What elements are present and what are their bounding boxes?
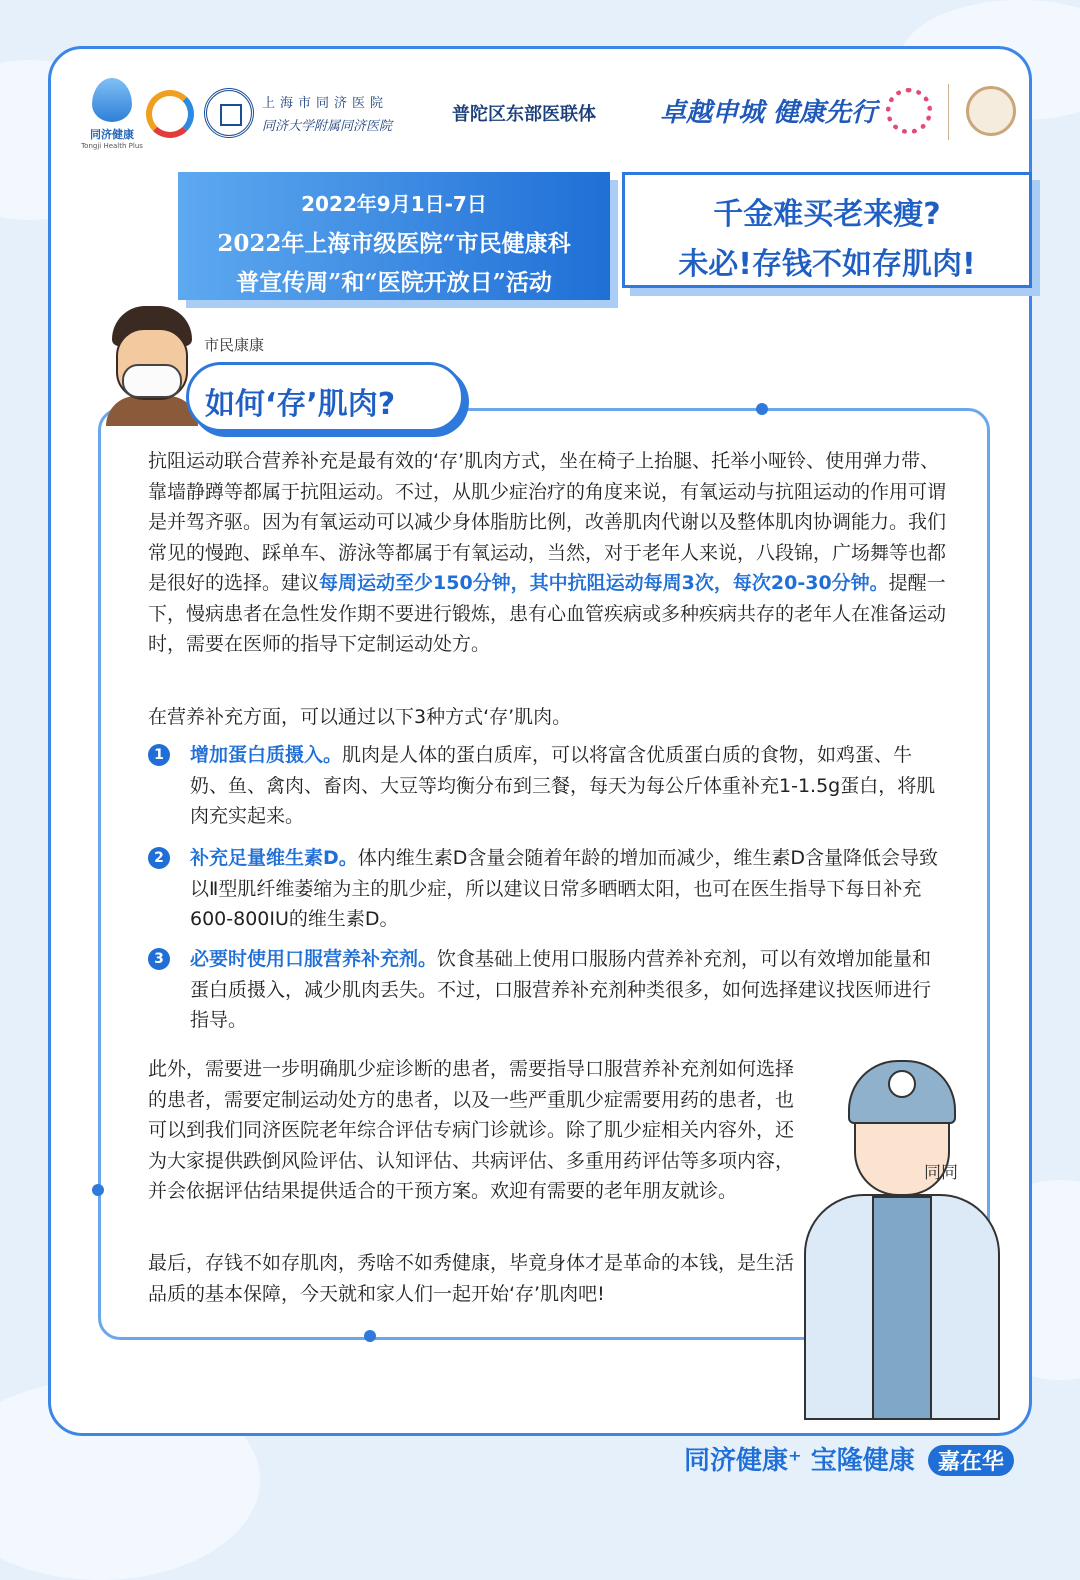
footer-brand-baolong: 宝隆健康 [810, 1446, 915, 1476]
headline-line1: 千金难买老来瘦? [713, 197, 941, 232]
footer-brands [684, 1440, 1014, 1477]
headline-line2: 未必!存钱不如存肌肉! [678, 247, 976, 282]
list-item-highlight: 必要时使用口服营养补充剂。 [190, 948, 438, 970]
list-item-highlight: 补充足量维生素D。 [190, 847, 358, 869]
logo-row [80, 78, 1010, 168]
list-item [148, 843, 948, 935]
paragraph-exercise [148, 446, 948, 660]
decor-dot [756, 403, 768, 415]
tongji-health-name: 同济健康 [90, 128, 134, 141]
hospital-name [262, 92, 392, 134]
flower-logo-icon [886, 88, 932, 134]
tongji-health-sub: Tongji Health Plus [81, 142, 143, 150]
campaign-slogan: 卓越申城 健康先行 [660, 98, 878, 128]
decor-dot [364, 1330, 376, 1342]
event-banner [178, 172, 610, 300]
hospital-name-line2: 同济大学附属同济医院 [262, 119, 393, 134]
doctor-character [790, 1060, 1020, 1420]
hospital-seal-icon [204, 88, 254, 138]
paragraph-nutrition-intro: 在营养补充方面，可以通过以下3种方式‘存’肌肉。 [148, 706, 572, 728]
doctor-name: 同同 [924, 1163, 958, 1183]
list-item [148, 740, 948, 832]
list-item-text: 体内维生素D含量会随着年龄的增加而减少，维生素D含量降低会导致以Ⅱ型肌纤维萎缩为主的肌少症，所以建议日常多晒晒太阳，也可在医生指导下每日补充600-800IU的维生素D。 [190, 847, 939, 930]
event-date: 2022年9月1日-7日 [301, 192, 487, 216]
number-badge: 3 [148, 948, 170, 970]
decor-dot [92, 1184, 104, 1196]
list-item-text: 饮食基础上使用口服肠内营养补充剂，可以有效增加能量和蛋白质摄入，减少肌肉丢失。不过，口服营养补充剂种类很多，如何选择建议找医师进行指导。 [190, 948, 932, 1031]
hospital-name-line1: 上海市同济医院 [262, 96, 389, 111]
alliance-name: 普陀区东部医联体 [452, 104, 596, 125]
speaker-name: 市民康康 [204, 336, 265, 354]
paragraph-exercise-text-end: 提醒一下，慢病患者在急性发作期不要进行锻炼，患有心血管疾病或多种疾病共存的老年人在准备运动时，需要在医师的指导下定制运动处方。 [148, 572, 947, 655]
headline-banner [622, 172, 1032, 288]
water-drop-icon [92, 78, 132, 122]
list-item-highlight: 增加蛋白质摄入。 [190, 744, 343, 766]
swirl-logo-icon [146, 90, 194, 138]
number-badge: 1 [148, 744, 170, 766]
paragraph-exercise-highlight: 每周运动至少150分钟，其中抗阻运动每周3次，每次20-30分钟。 [319, 572, 889, 594]
section-title: 如何‘存’肌肉? [205, 387, 396, 422]
footer-brand-tongji: 同济健康⁺ [684, 1446, 802, 1476]
cap-badge-icon [888, 1070, 916, 1098]
footer-tag: 嘉在华 [928, 1445, 1014, 1476]
logo-divider [948, 84, 949, 140]
list-item [148, 944, 948, 1036]
medal-logo-icon [966, 86, 1016, 136]
paragraph-exercise-text: 抗阻运动联合营养补充是最有效的‘存’肌肉方式，坐在椅子上抬腿、托举小哑铃、使用弹力带、靠墙静蹲等都属于抗阻运动。不过，从肌少症治疗的角度来说，有氧运动与抗阻运动的作用可谓是并驾齐驱。因为有氧运动可以减少身体脂肪比例，改善肌肉代谢以及整体肌肉协调能力。我们常见的慢跑、踩单车、游泳等都属于有氧运动，当然，对于老年人来说，八段锦，广场舞等也都是很好的选择。建议 [148, 450, 947, 594]
section-title-pill [186, 362, 464, 432]
face-mask-icon [122, 364, 182, 398]
number-badge: 2 [148, 847, 170, 869]
tongji-health-logo [80, 78, 144, 150]
list-item-text: 肌肉是人体的蛋白质库，可以将富含优质蛋白质的食物，如鸡蛋、牛奶、鱼、禽肉、畜肉、大豆等均衡分布到三餐，每天为每公斤体重补充1-1.5g蛋白，将肌肉充实起来。 [190, 744, 936, 827]
event-title-line2: 普宣传周”和“医院开放日”活动 [236, 269, 552, 296]
event-title-line1: 2022年上海市级医院“市民健康科 [217, 230, 571, 257]
paragraph-closing: 最后，存钱不如存肌肉，秀啥不如秀健康，毕竟身体才是革命的本钱，是生活品质的基本保障，今天就和家人们一起开始‘存’肌肉吧! [148, 1252, 795, 1305]
paragraph-clinic: 此外，需要进一步明确肌少症诊断的患者，需要指导口服营养补充剂如何选择的患者，需要定制运动处方的患者，以及一些严重肌少症需要用药的患者，也可以到我们同济医院老年综合评估专病门诊就诊。除了肌少症相关内容外，还为大家提供跌倒风险评估、认知评估、共病评估、多重用药评估等多项内容，并会依据评估结果提供适合的干预方案。欢迎有需要的老年朋友就诊。 [148, 1058, 795, 1202]
